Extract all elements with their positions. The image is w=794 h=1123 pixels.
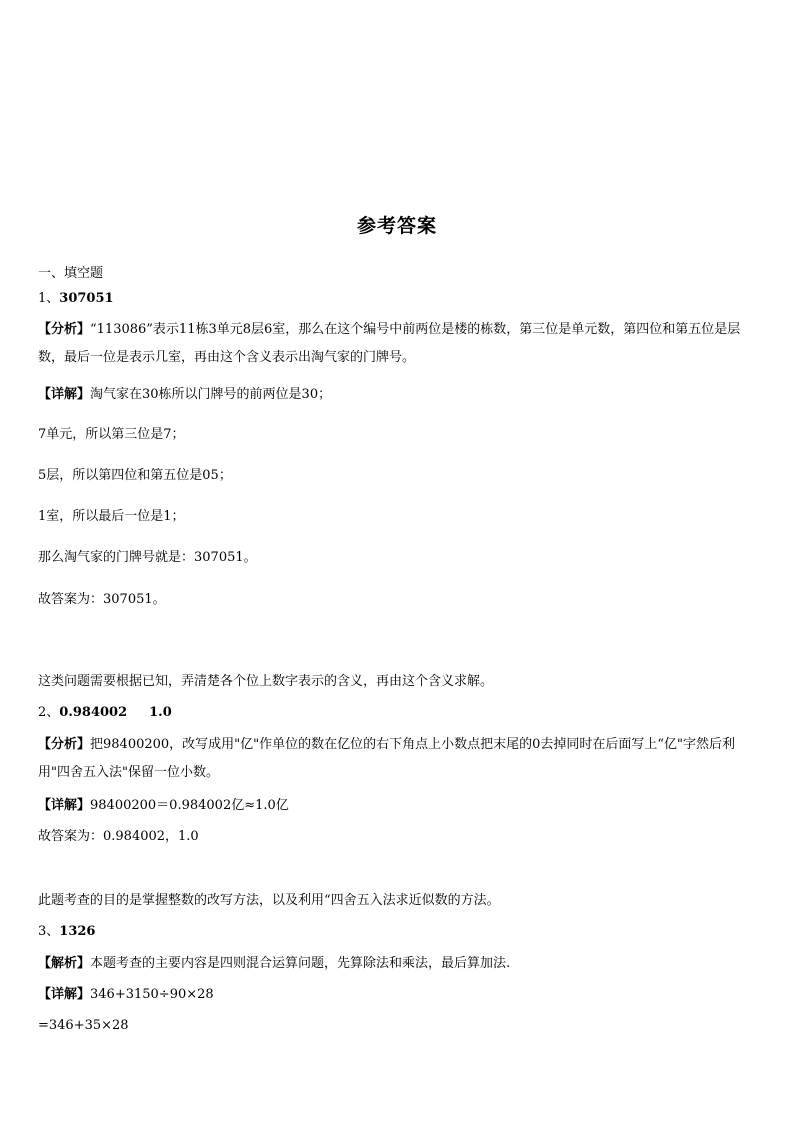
q2-answer-1: 0.984002 <box>59 705 128 720</box>
q1-detail-text: 淘气家在30栋所以门牌号的前两位是30； <box>90 387 332 402</box>
q2-summary: 此题考查的目的是掌握整数的改写方法，以及利用“四舍五入法求近似数的方法。 <box>38 893 500 908</box>
q3-step: =346+35×28 <box>38 1018 129 1033</box>
q1-number: 1、 <box>38 291 60 306</box>
q2-detail <box>38 797 760 815</box>
q1-detail-line-2: 7单元，所以第三位是7； <box>38 427 185 442</box>
q1-analysis-tag: 【分析】 <box>38 322 91 337</box>
q1-analysis-text: “113086”表示11栋3单元8层6室，那么在这个编号中前两位是楼的栋数，第三位是单元数，第四位和第五位是层数，最后一位是表示几室，再由这个含义表示出淘气家的门牌号。 <box>38 322 741 365</box>
q2-detail-text: 98400200＝0.984002亿≈1.0亿 <box>90 798 289 813</box>
q1-answer-line <box>38 290 760 308</box>
q2-conclusion: 故答案为：0.984002，1.0 <box>38 829 199 844</box>
q2-analysis-text: 把98400200，改写成用"亿"作单位的数在亿位的右下角点上小数点把末尾的0去掉同时在后面写上“亿"字然后利用"四舍五入法"保留一位小数。 <box>38 737 736 780</box>
q3-detail <box>38 986 760 1004</box>
q3-analysis-text: 本题考查的主要内容是四则混合运算问题，先算除法和乘法，最后算加法. <box>90 956 511 971</box>
q1-detail-line-3: 5层，所以第四位和第五位是05； <box>38 468 232 483</box>
q2-number: 2、 <box>38 705 60 720</box>
q1-detail-line-1 <box>38 386 760 404</box>
q1-detail-tag: 【详解】 <box>38 387 91 402</box>
q2-detail-tag: 【详解】 <box>38 798 91 813</box>
q1-detail-line-5: 那么淘气家的门牌号就是：307051。 <box>38 550 257 565</box>
q3-analysis <box>38 955 760 973</box>
q3-analysis-tag: 【解析】 <box>38 956 91 971</box>
q2-answer-line <box>38 704 760 722</box>
q1-analysis <box>38 316 760 372</box>
q1-answer: 307051 <box>59 291 114 306</box>
q1-detail-line-4: 1室，所以最后一位是1； <box>38 509 185 524</box>
q3-detail-tag: 【详解】 <box>38 987 91 1002</box>
q3-number: 3、 <box>38 924 60 939</box>
q1-summary: 这类问题需要根据已知，弄清楚各个位上数字表示的含义，再由这个含义求解。 <box>38 674 494 689</box>
q3-answer: 1326 <box>59 924 96 939</box>
q1-detail-line-6: 故答案为：307051。 <box>38 592 166 607</box>
q2-answer-2: 1.0 <box>149 705 172 720</box>
section-heading: 一、填空题 <box>38 266 104 281</box>
q2-analysis <box>38 731 760 787</box>
q2-analysis-tag: 【分析】 <box>38 737 91 752</box>
page-title: 参考答案 <box>356 215 437 237</box>
q3-detail-text: 346+3150÷90×28 <box>90 987 214 1002</box>
q3-answer-line <box>38 923 760 941</box>
